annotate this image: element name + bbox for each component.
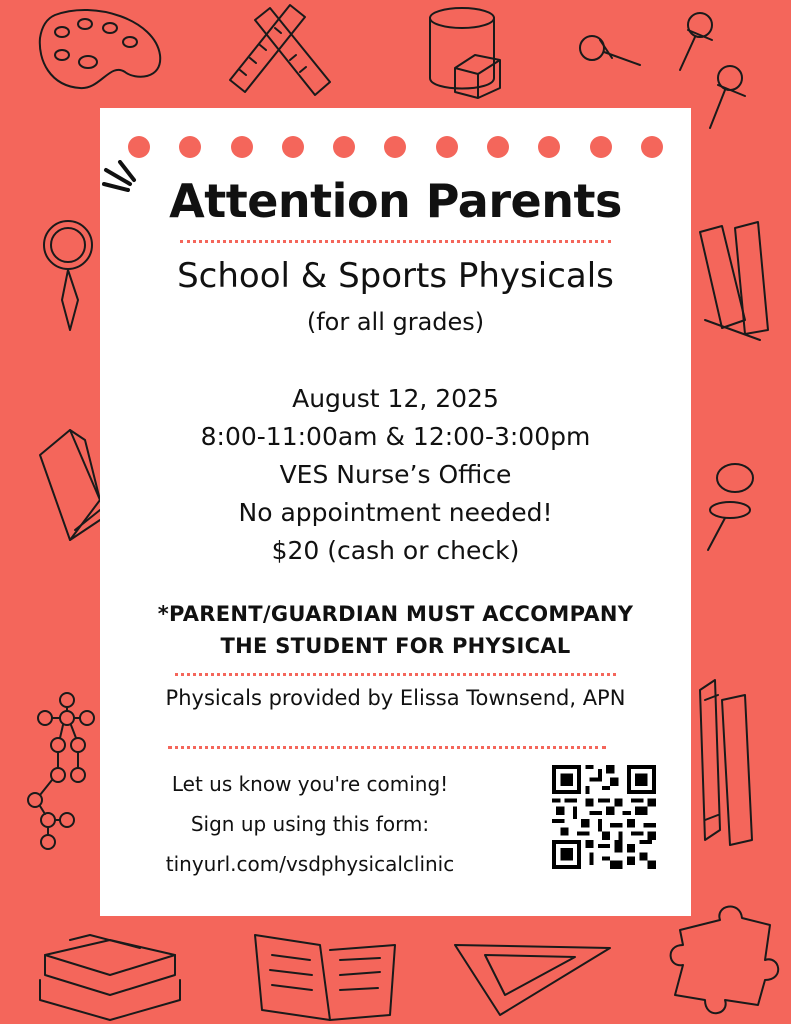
divider xyxy=(168,746,606,749)
warning-line-1: *PARENT/GUARDIAN MUST ACCOMPANY xyxy=(157,602,634,626)
divider xyxy=(175,673,616,676)
warning-line-2: THE STUDENT FOR PHYSICAL xyxy=(220,634,571,658)
dot xyxy=(333,136,355,158)
dot xyxy=(590,136,612,158)
headline: Attention Parents xyxy=(169,174,622,228)
signup-text xyxy=(160,764,460,884)
dot xyxy=(487,136,509,158)
dot xyxy=(179,136,201,158)
books-stack-icon xyxy=(700,680,752,845)
event-details xyxy=(100,380,691,570)
magnifier-icon xyxy=(44,221,92,330)
qr-code-icon[interactable] xyxy=(552,765,656,869)
molecule-icon xyxy=(28,693,94,849)
signup-link[interactable]: tinyurl.com/vsdphysicalclinic xyxy=(165,852,455,876)
flyer-card xyxy=(100,108,691,916)
dot xyxy=(436,136,458,158)
event-location: VES Nurse’s Office xyxy=(279,460,512,489)
dot xyxy=(641,136,663,158)
signup-line-2: Sign up using this form: xyxy=(190,812,430,836)
open-book-icon xyxy=(255,935,395,1020)
event-time: 8:00-11:00am & 12:00-3:00pm xyxy=(200,422,591,451)
divider xyxy=(180,240,611,243)
push-pin-icon xyxy=(708,464,753,550)
paint-palette-icon xyxy=(40,10,160,88)
dot xyxy=(384,136,406,158)
subtitle: School & Sports Physicals xyxy=(177,256,614,296)
signup-line-1: Let us know you're coming! xyxy=(171,772,449,796)
appointment-note: No appointment needed! xyxy=(238,498,553,527)
triangle-ruler-icon xyxy=(455,945,610,1015)
paint-tubes-icon xyxy=(700,222,768,340)
event-cost: $20 (cash or check) xyxy=(271,536,520,565)
dot xyxy=(231,136,253,158)
book-icon xyxy=(40,430,100,540)
puzzle-piece-icon xyxy=(671,906,779,1013)
dot xyxy=(538,136,560,158)
guardian-warning xyxy=(100,598,691,662)
decorative-dots xyxy=(128,136,663,158)
grades-note: (for all grades) xyxy=(306,308,485,336)
provider-note: Physicals provided by Elissa Townsend, APN xyxy=(165,686,626,710)
books-stack-icon xyxy=(40,935,180,1020)
dot xyxy=(282,136,304,158)
ruler-icon xyxy=(230,5,330,95)
event-date: August 12, 2025 xyxy=(292,384,499,413)
dot xyxy=(128,136,150,158)
cube-icon xyxy=(430,8,500,98)
